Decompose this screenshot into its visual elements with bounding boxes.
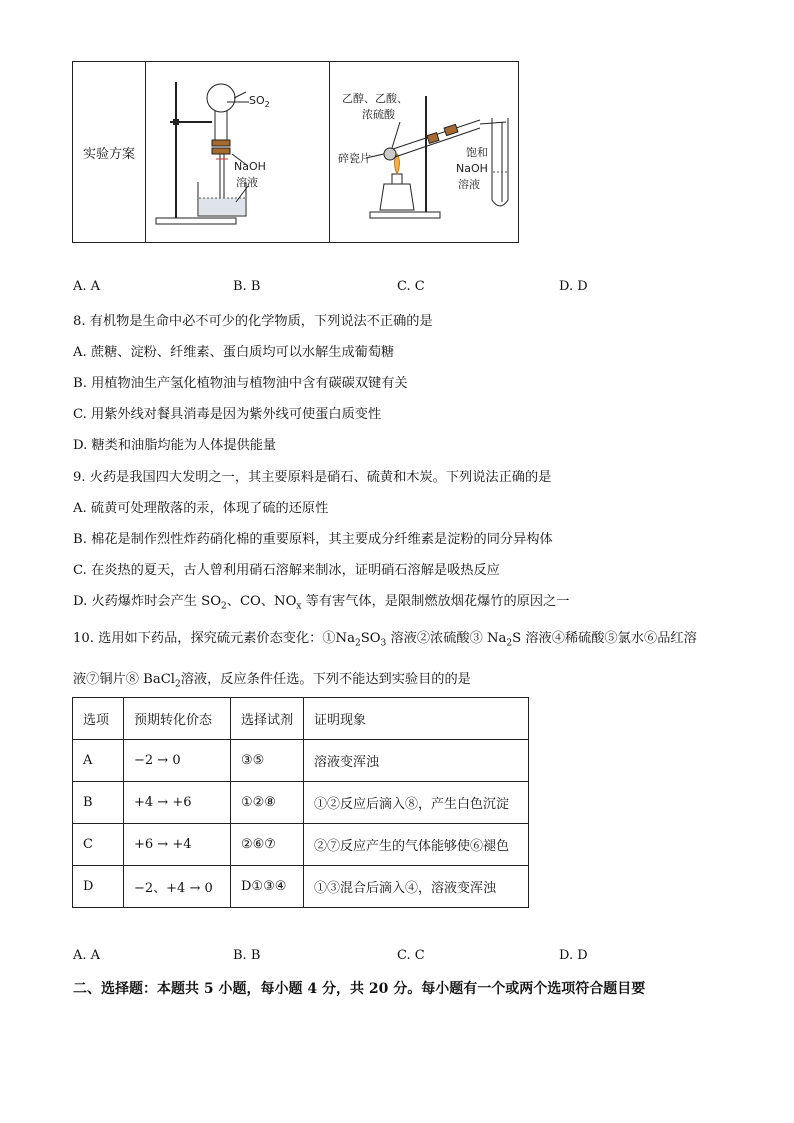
q9-option-d[interactable]: D. 火药爆炸时会产生 $SO_2$、CO、$NO_x$ 等有害气体，是限制燃放烟花爆竹的原因之一 (73, 594, 570, 612)
q8-option-d[interactable]: D. 糖类和油脂均能为人体提供能量 (73, 438, 277, 453)
header-reagents: 选择试剂 (231, 698, 304, 740)
q8-option-c[interactable]: C. 用紫外线对餐具消毒是因为紫外线可使蛋白质变性 (73, 407, 382, 422)
cell-valence: −2 → 0 (124, 740, 231, 782)
row-label: 实验方案 (73, 62, 146, 243)
cell-valence: +4 → +6 (124, 782, 231, 824)
naoh-label: NaOH (234, 160, 266, 173)
saturated-label: 饱和 (466, 146, 488, 159)
reagents-label-2: 浓硫酸 (362, 108, 395, 121)
q9-option-b[interactable]: B. 棉花是制作烈性炸药硝化棉的重要原料，其主要成分纤维素是淀粉的同分异构体 (73, 532, 553, 547)
esterification-apparatus-figure (330, 62, 519, 243)
q8-stem: 8. 有机物是生命中必不可少的化学物质，下列说法不正确的是 (73, 314, 433, 329)
cell-evidence: 溶液变浑浊 (304, 740, 529, 782)
cell-reagents: ②⑥⑦ (231, 824, 304, 866)
cell-valence: −2、+4 → 0 (124, 866, 231, 908)
q10-option-a[interactable]: A. A (73, 948, 101, 963)
q9-stem: 9. 火药是我国四大发明之一，其主要原料是硝石、硫黄和木炭。下列说法正确的是 (73, 470, 552, 485)
section-two-heading: 二、选择题：本题共 5 小题，每小题 4 分，共 20 分。每小题有一个或两个选项符合题目要 (73, 981, 646, 997)
q7-option-d[interactable]: D. D (559, 279, 588, 294)
table-row (73, 782, 529, 824)
q7-option-a[interactable]: A. A (73, 279, 101, 294)
q9-option-c[interactable]: C. 在炎热的夏天，古人曾利用硝石溶解来制冰，证明硝石溶解是吸热反应 (73, 563, 500, 578)
table-row (73, 866, 529, 908)
ester-diagram (330, 62, 518, 238)
cell-option: B (73, 782, 124, 824)
q10-option-c[interactable]: C. C (397, 948, 425, 963)
q7-option-c[interactable]: C. C (397, 279, 425, 294)
so2-absorption-diagram (146, 62, 329, 238)
cell-evidence: ①②反应后滴入⑧，产生白色沉淀 (304, 782, 529, 824)
q10-option-b[interactable]: B. B (233, 948, 261, 963)
cell-option: D (73, 866, 124, 908)
q8-option-a[interactable]: A. 蔗糖、淀粉、纤维素、蛋白质均可以水解生成葡萄糖 (73, 345, 395, 360)
q10-stem-line2: 液⑦铜片⑧ BaCl$_2$溶液，反应条件任选。下列不能达到实验目的的是 (73, 672, 471, 690)
naoh-label-2: NaOH (456, 162, 488, 175)
so2-apparatus-figure (146, 62, 330, 243)
q9-option-a[interactable]: A. 硫黄可处理散落的汞，体现了硫的还原性 (73, 501, 329, 516)
table-row (73, 824, 529, 866)
solution-label: 溶液 (236, 176, 258, 189)
so2-label: $SO_2$ (249, 94, 270, 109)
q10-stem-line1: 10. 选用如下药品，探究硫元素价态变化：$①Na_2SO_3$ 溶液②浓硫酸③ $Na_2S$ 溶液④稀硫酸⑤氯水⑥品红溶 (73, 631, 697, 649)
cell-evidence: ①③混合后滴入④，溶液变浑浊 (304, 866, 529, 908)
table-row (73, 740, 529, 782)
solution-label-2: 溶液 (458, 178, 480, 191)
cell-option: A (73, 740, 124, 782)
q10-option-d[interactable]: D. D (559, 948, 588, 963)
q8-option-b[interactable]: B. 用植物油生产氢化植物油与植物油中含有碳碳双键有关 (73, 376, 408, 391)
header-evidence: 证明现象 (304, 698, 529, 740)
cell-reagents: D①③④ (231, 866, 304, 908)
q10-table (72, 697, 529, 908)
reagents-label-1: 乙醇、乙酸、 (342, 92, 408, 105)
apparatus-table (72, 61, 519, 243)
chips-label: 碎瓷片 (338, 152, 371, 165)
table-header-row (73, 698, 529, 740)
cell-option: C (73, 824, 124, 866)
q7-option-b[interactable]: B. B (233, 279, 261, 294)
header-valence: 预期转化价态 (124, 698, 231, 740)
cell-valence: +6 → +4 (124, 824, 231, 866)
cell-evidence: ②⑦反应产生的气体能够使⑥褪色 (304, 824, 529, 866)
cell-reagents: ③⑤ (231, 740, 304, 782)
cell-reagents: ①②⑧ (231, 782, 304, 824)
header-option: 选项 (73, 698, 124, 740)
